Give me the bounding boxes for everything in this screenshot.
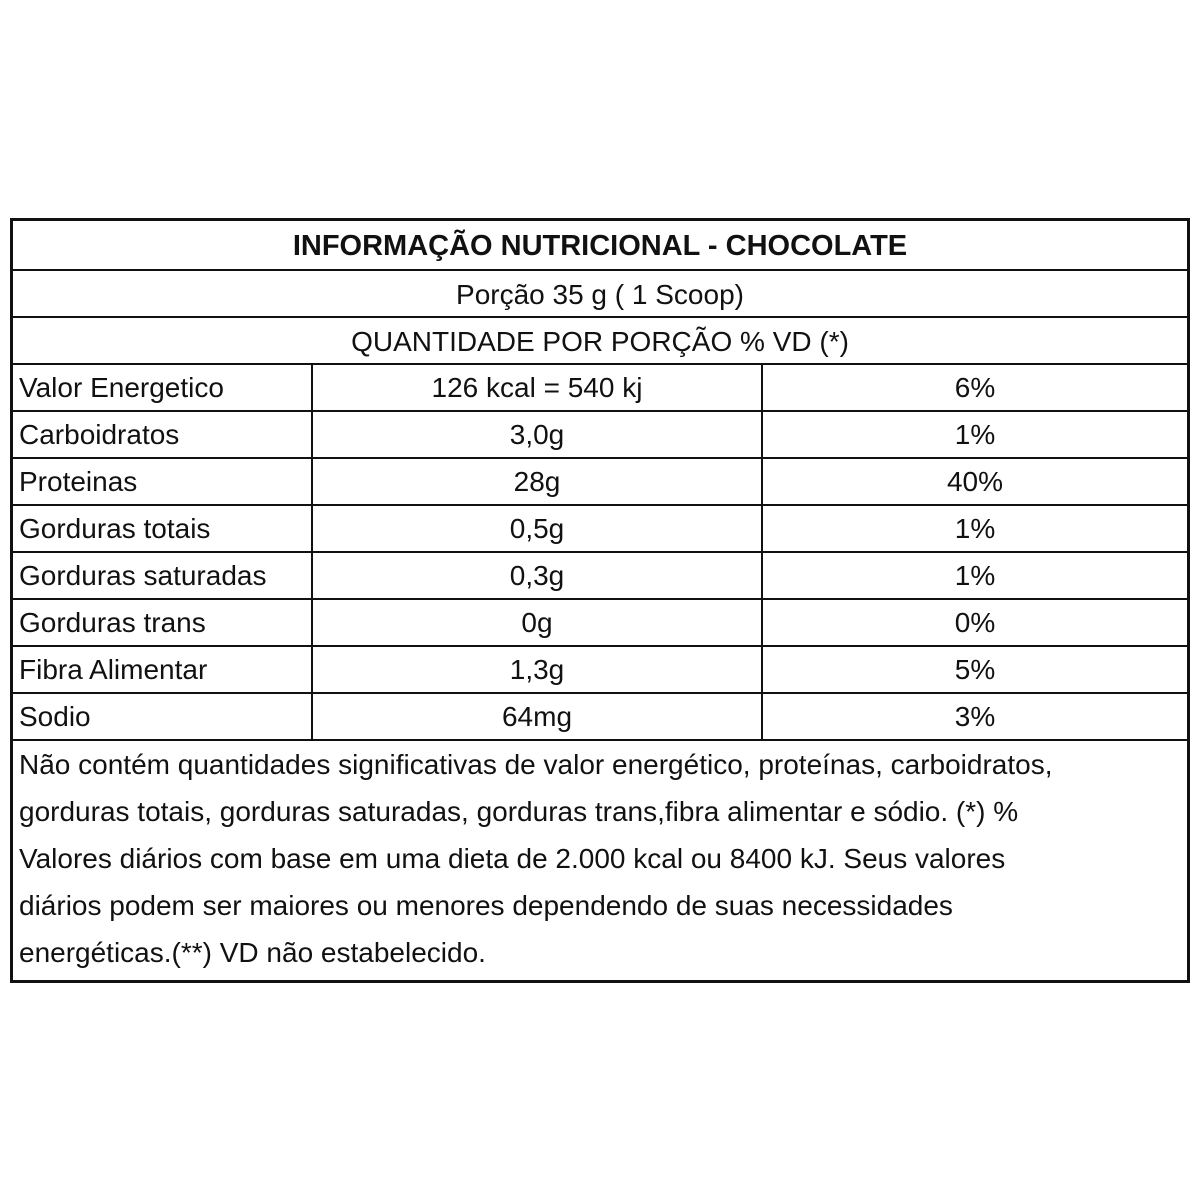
nutrient-amount: 126 kcal = 540 kj <box>313 365 763 410</box>
nutrient-daily-value: 6% <box>954 372 996 403</box>
nutrient-amount: 64mg <box>313 694 763 739</box>
footnote-line: Valores diários com base em uma dieta de 2.000 kcal ou 8400 kJ. Seus valores <box>19 843 1006 874</box>
table-row <box>13 412 1187 459</box>
table-row <box>13 647 1187 694</box>
nutrient-daily-value: 0% <box>954 607 996 638</box>
nutrient-name: Gorduras totais <box>13 506 313 551</box>
footnote <box>13 741 1187 980</box>
nutrition-facts-table <box>10 218 1190 983</box>
table-row <box>13 365 1187 412</box>
nutrient-daily-value: 1% <box>954 513 996 544</box>
table-row <box>13 459 1187 506</box>
nutrient-daily-value: 5% <box>954 654 996 685</box>
nutrient-name: Valor Energetico <box>13 365 313 410</box>
nutrient-amount: 0g <box>313 600 763 645</box>
footnote-line: Não contém quantidades significativas de valor energético, proteínas, carboidratos, <box>19 749 1053 780</box>
table-row <box>13 506 1187 553</box>
nutrient-daily-value: 40% <box>946 466 1004 497</box>
table-row <box>13 600 1187 647</box>
quantity-header: QUANTIDADE POR PORÇÃO % VD (*) <box>13 318 1187 365</box>
nutrient-daily-value: 3% <box>954 701 996 732</box>
nutrient-daily-value: 1% <box>954 560 996 591</box>
nutrient-name: Sodio <box>13 694 313 739</box>
table-row <box>13 553 1187 600</box>
table-row <box>13 694 1187 741</box>
nutrient-name: Gorduras saturadas <box>13 553 313 598</box>
nutrient-name: Fibra Alimentar <box>13 647 313 692</box>
nutrient-name: Proteinas <box>13 459 313 504</box>
nutrient-amount: 3,0g <box>313 412 763 457</box>
footnote-line: diários podem ser maiores ou menores dependendo de suas necessidades <box>19 890 953 921</box>
footnote-line: gorduras totais, gorduras saturadas, gorduras trans,fibra alimentar e sódio. (*) % <box>19 796 1019 827</box>
nutrient-amount: 28g <box>313 459 763 504</box>
table-title: INFORMAÇÃO NUTRICIONAL - CHOCOLATE <box>13 221 1187 271</box>
nutrient-amount: 0,5g <box>313 506 763 551</box>
portion-size: Porção 35 g ( 1 Scoop) <box>13 271 1187 318</box>
nutrient-name: Carboidratos <box>13 412 313 457</box>
nutrient-amount: 0,3g <box>313 553 763 598</box>
nutrient-name: Gorduras trans <box>13 600 313 645</box>
nutrient-daily-value: 1% <box>954 419 996 450</box>
footnote-line: energéticas.(**) VD não estabelecido. <box>19 937 486 968</box>
nutrient-amount: 1,3g <box>313 647 763 692</box>
